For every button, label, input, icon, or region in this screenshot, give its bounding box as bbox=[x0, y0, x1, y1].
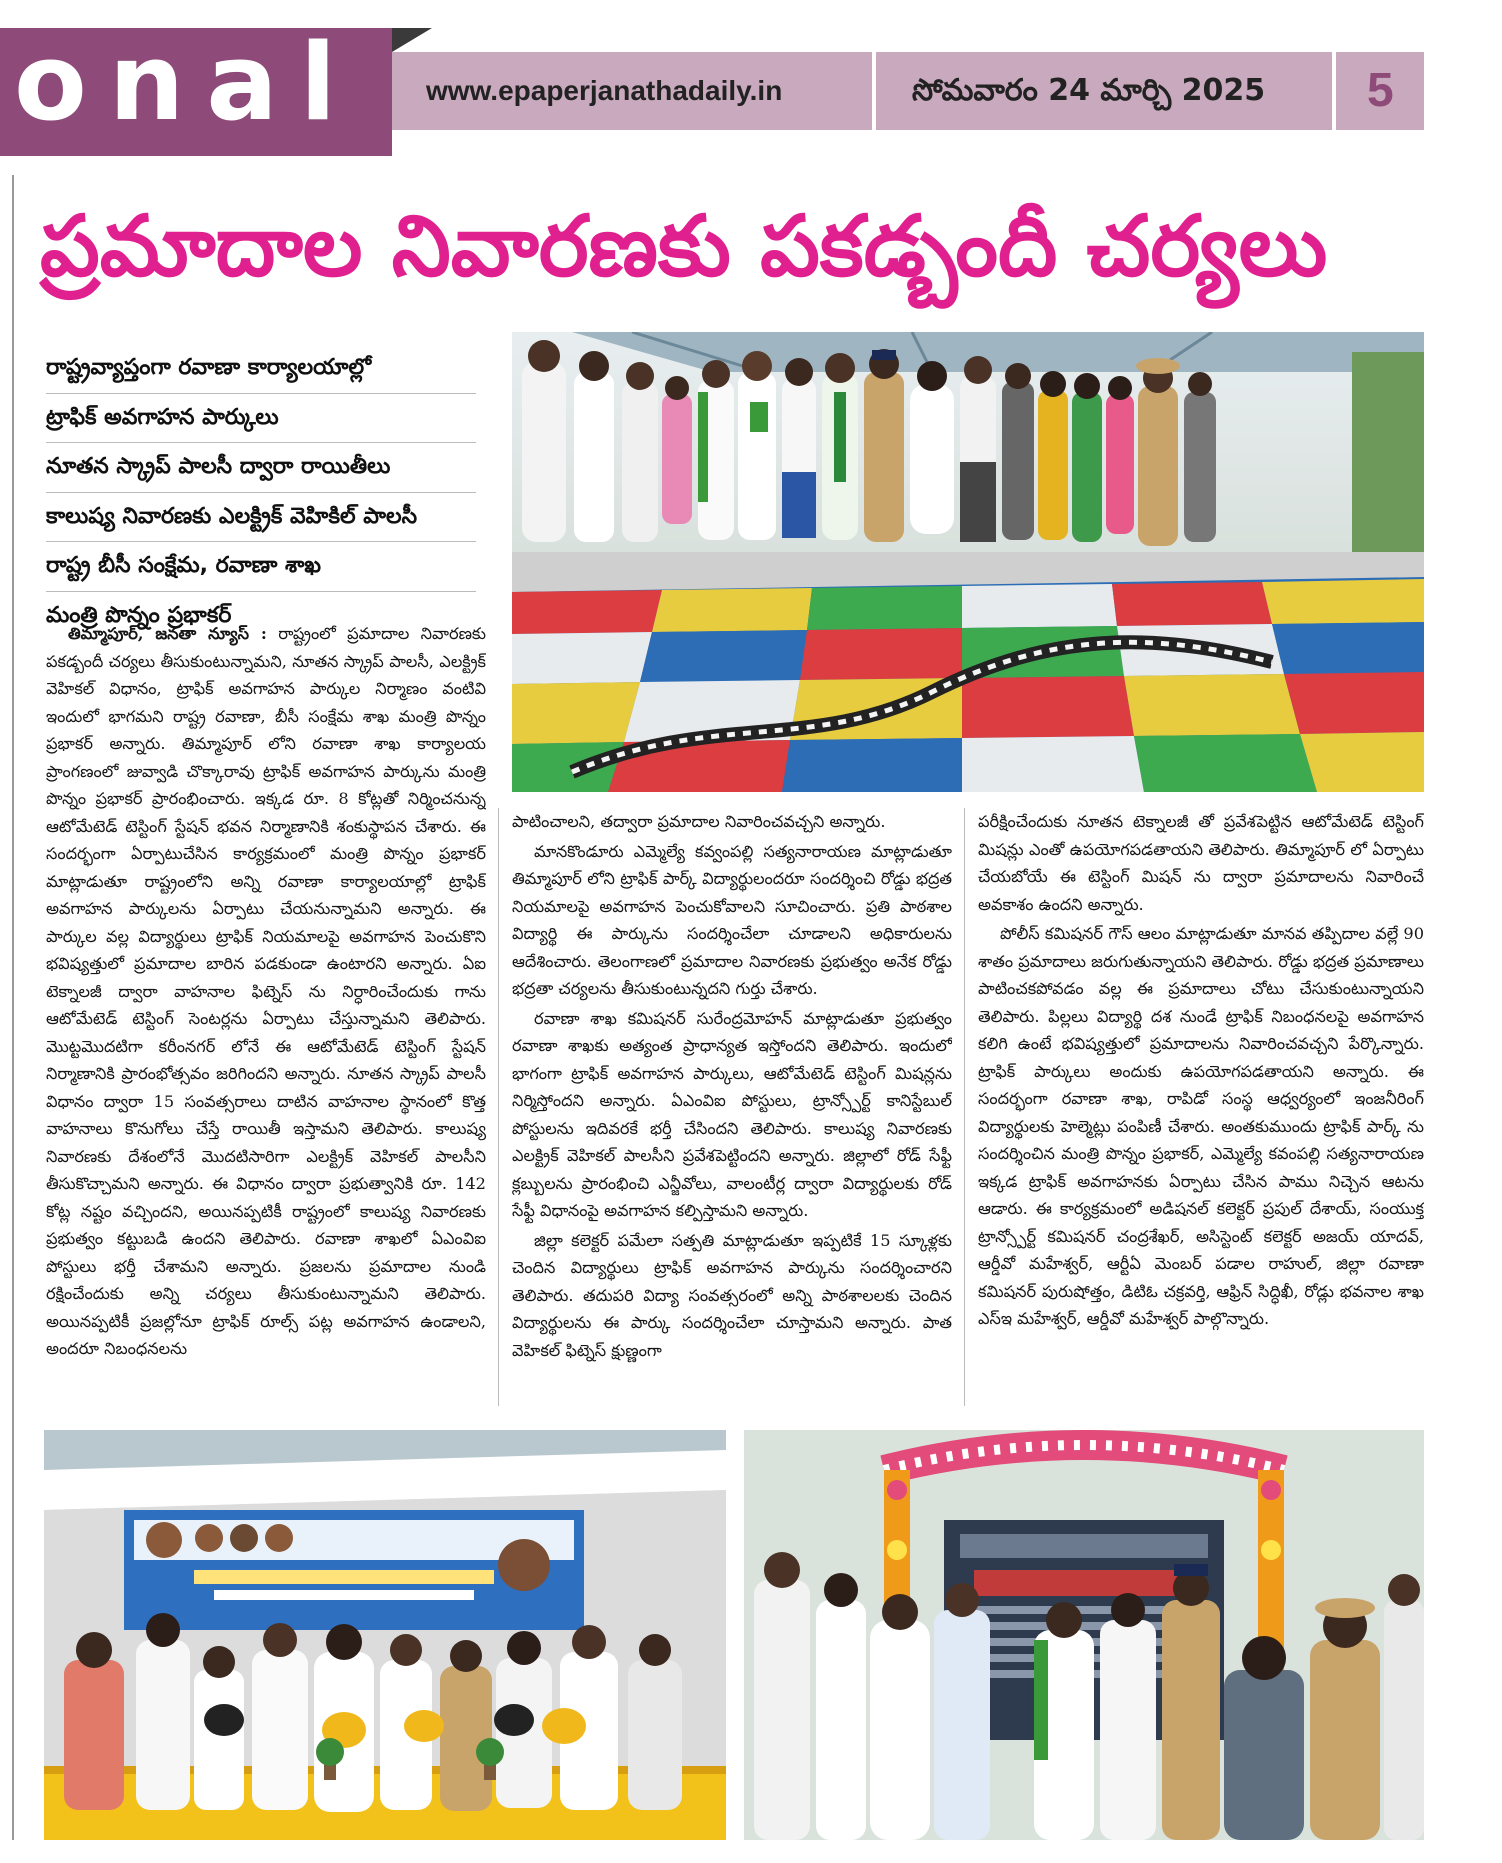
subheads-block bbox=[46, 344, 476, 641]
article-column-2 bbox=[512, 808, 952, 1406]
helmet-photo-illustration bbox=[44, 1430, 726, 1840]
subhead-line: నూతన స్క్రాప్ పాలసీ ద్వారా రాయితీలు bbox=[46, 443, 476, 493]
paragraph-text: రాష్ట్రంలో ప్రమాదాల నివారణకు పకడ్బందీ చర్యలు తీసుకుంటున్నామని, నూతన స్క్రాప్ పాలసీ, ఎలక్ట్రిక్ వెహికల్ విధానం, ట్రాఫిక్ అవగాహన పార్కుల నిర్మాణం వంటివి ఇందులో భాగమని రాష్ట్ర రవాణా, బీసీ సంక్షేమ శాఖ మంత్రి పొన్నం ప్రభాకర్ అన్నారు. తిమ్మాపూర్ లోని రవాణా శాఖ కార్యాలయ ప్రాంగణంలో జువ్వాడి చొక్కారావు ట్రాఫిక్ అవగాహన పార్కును మంత్రి పొన్నం ప్రభాకర్ ప్రారంభించారు. ఇక్కడ రూ. 8 కోట్లతో నిర్మించనున్న ఆటోమేటెడ్ టెస్టింగ్ స్టేషన్ భవన నిర్మాణానికి శంకుస్థాపన చేశారు. ఈ సందర్భంగా ఏర్పాటుచేసిన కార్యక్రమంలో మంత్రి పొన్నం ప్రభాకర్ మాట్లాడుతూ రాష్ట్రంలోని అన్ని రవాణా కార్యాలయాల్లో ట్రాఫిక్ అవగాహన పార్కులను ఏర్పాటు చేయనున్నామని అన్నారు. ఈ పార్కుల వల్ల విద్యార్థులు ట్రాఫిక్ నియమాలపై అవగాహన పెంచుకొని భవిష్యత్తులో ప్రమాదాల బారిన పడకుండా ఉంటారని అన్నారు. ఏఐ టెక్నాలజీ ద్వారా వాహనాల ఫిట్నెస్ ను నిర్ధారించేందుకు గాను ఆటోమేటెడ్ టెస్టింగ్ సెంటర్లను ఏర్పాటు చేస్తున్నామని తెలిపారు. మొట్టమొదటిగా కరీంనగర్ లోనే ఈ ఆటోమేటెడ్ టెస్టింగ్ స్టేషన్ నిర్మాణానికి ప్రారంభోత్సవం జరిగిందని అన్నారు. నూతన స్క్రాప్ పాలసీ విధానం ద్వారా 15 సంవత్సరాలు దాటిన వాహనాల స్థానంలో కొత్త వాహనాలు కొనుగోలు చేస్తే రాయితీ ఇస్తామని తెలిపారు. కాలుష్య నివారణకు దేశంలోనే మొదటిసారిగా ఎలక్ట్రిక్ వెహికల్ పాలసీని తీసుకొచ్చామని అన్నారు. ఈ విధానం ద్వారా ప్రభుత్వానికి రూ. 142 కోట్ల నష్టం వచ్చిందని, అయినప్పటికీ రాష్ట్రంలో కాలుష్య నివారణకు ప్రభుత్వం కట్టుబడి ఉందని తెలిపారు. రవాణా శాఖలో ఏఎంవిఐ పోస్టులు భర్తీ చేశామని అన్నారు. ప్రజలను ప్రమాదాల నుండి రక్షించేందుకు అన్ని చర్యలు తీసుకుంటున్నామని తెలిపారు. అయినప్పటికీ ప్రజల్లోనూ ట్రాఫిక్ రూల్స్ పట్ల అవగాహన ఉండాలని, అందరూ నిబంధనలను bbox=[46, 624, 486, 1358]
subhead-line: రాష్ట్రవ్యాప్తంగా రవాణా కార్యాలయాల్లో bbox=[46, 344, 476, 394]
article-column-1 bbox=[46, 620, 486, 1405]
issue-date: సోమవారం 24 మార్చి 2025 bbox=[912, 73, 1266, 108]
page-edge-rule bbox=[12, 175, 14, 1840]
subhead-line: ట్రాఫిక్ అవగాహన పార్కులు bbox=[46, 394, 476, 444]
header-divider bbox=[872, 52, 876, 130]
article-paragraph bbox=[46, 620, 486, 1363]
subhead-line: కాలుష్య నివారణకు ఎలక్ట్రిక్ వెహికిల్ పాలసీ bbox=[46, 493, 476, 543]
article-headline: ప్రమాదాల నివారణకు పకడ్బందీ చర్యలు bbox=[40, 197, 1328, 295]
dateline: తిమ్మాపూర్, జనతా న్యూస్ : bbox=[68, 624, 267, 643]
article-paragraph: మానకొండూరు ఎమ్మెల్యే కవ్వంపల్లి సత్యనారాయణ మాట్లాడుతూ తిమ్మాపూర్ లోని ట్రాఫిక్ పార్క్ విద్యార్థులందరూ సందర్శించి రోడ్డు భద్రత నియమాలపై అవగాహన పెంచుకోవాలని సూచించారు. ప్రతి పాఠశాల విద్యార్థి ఈ పార్కును సందర్శించేలా చూడాలని అధికారులను ఆదేశించారు. తెలంగాణలో ప్రమాదాల నివారణకు ప్రభుత్వం అనేక రోడ్డు భద్రతా చర్యలను తీసుకుంటున్నదని గుర్తు చేశారు. bbox=[512, 841, 952, 998]
header-divider bbox=[1332, 52, 1336, 130]
article-column-3 bbox=[978, 808, 1424, 1406]
article-paragraph: పోలీస్ కమిషనర్ గౌస్ ఆలం మాట్లాడుతూ మానవ తప్పిదాల వల్లే 90 శాతం ప్రమాదాలు జరుగుతున్నాయని తెలిపారు. రోడ్డు భద్రత ప్రమాణాలు పాటించకపోవడం వల్ల ఈ ప్రమాదాలు చోటు చేసుకుంటున్నాయని తెలిపారు. పిల్లలు విద్యార్థి దశ నుండే ట్రాఫిక్ నిబంధనలపై అవగాహన కలిగి ఉంటే భవిష్యత్తులో ప్రమాదాలను నివారించవచ్చని పేర్కొన్నారు. ట్రాఫిక్ పార్కులు అందుకు ఉపయోగపడతాయని అన్నారు. ఈ సందర్భంగా రవాణా శాఖ, రాపిడో సంస్థ ఆధ్వర్యంలో ఇంజనీరింగ్ విద్యార్థులకు హెల్మెట్లు పంపిణీ చేశారు. అంతకుముందు ట్రాఫిక్ పార్క్ ను సందర్శించిన మంత్రి పొన్నం ప్రభాకర్, ఎమ్మెల్యే కవంపల్లి సత్యనారాయణ ఇక్కడ ట్రాఫిక్ అవగాహనకు ఏర్పాటు చేసిన పాము నిచ్చెన ఆటను ఆడారు. ఈ కార్యక్రమంలో అడిషనల్ కలెక్టర్ ప్రపుల్ దేశాయ్, సంయుక్త ట్రాన్స్పోర్ట్ కమిషనర్ చంద్రశేఖర్, అసిస్టెంట్ కలెక్టర్ అజయ్ యాదవ్, ఆర్డీవో మహేశ్వర్, ఆర్టీఏ మెంబర్ పడాల రాహుల్, జిల్లా రవాణా కమిషనర్ పురుషోత్తం, డిటిఓ చక్రవర్తి, ఆఫ్రిన్ సిద్ధిఖీ, రోడ్లు భవనాల శాఖ ఎస్ఇ మహేశ్వర్, ఆర్డీవో మహేశ్వర్ పాల్గొన్నారు. bbox=[978, 924, 1424, 1328]
page-number: 5 bbox=[1367, 64, 1394, 117]
foundation-stone-photo bbox=[744, 1430, 1424, 1840]
main-photo-illustration bbox=[512, 332, 1424, 792]
subhead-line: మంత్రి పొన్నం ప్రభాకర్ bbox=[46, 602, 232, 628]
masthead-brand-text: onal bbox=[14, 21, 359, 144]
site-url-link[interactable]: www.epaperjanathadaily.in bbox=[426, 75, 783, 106]
masthead-corner-tab bbox=[392, 28, 432, 52]
helmet-distribution-photo bbox=[44, 1430, 726, 1840]
article-paragraph: పాటించాలని, తద్వారా ప్రమాదాల నివారించవచ్చని అన్నారు. bbox=[512, 812, 886, 831]
article-paragraph: పరీక్షించేందుకు నూతన టెక్నాలజీ తో ప్రవేశపెట్టిన ఆటోమేటెడ్ టెస్టింగ్ మిషన్లు ఎంతో ఉపయోగపడతాయని తెలిపారు. తిమ్మాపూర్ లో ఏర్పాటు చేయబోయే ఈ టెస్టింగ్ మిషన్ ను ద్వారా ప్రమాదాలను నివారించే అవకాశం ఉందని అన్నారు. bbox=[978, 812, 1424, 914]
main-event-photo bbox=[512, 332, 1424, 792]
foundation-photo-illustration bbox=[744, 1430, 1424, 1840]
column-divider bbox=[498, 808, 499, 1406]
column-divider bbox=[964, 808, 965, 1406]
masthead-info-strip bbox=[392, 52, 1424, 130]
article-paragraph: రవాణా శాఖ కమిషనర్ సురేంద్రమోహన్ మాట్లాడుతూ ప్రభుత్వం రవాణా శాఖకు అత్యంత ప్రాధాన్యత ఇస్తోందని తెలిపారు. ఇందులో భాగంగా ట్రాఫిక్ అవగాహన పార్కులు, ఆటోమేటెడ్ టెస్టింగ్ మిషన్లను నిర్మిస్తోందని అన్నారు. ఏఎంవిఐ పోస్టులు, ట్రాన్స్పోర్ట్ కానిస్టేబుల్ పోస్టులను ఇదివరకే భర్తీ చేసిందని తెలిపారు. కాలుష్య నివారణకు ఎలక్ట్రిక్ వెహికల్ పాలసీని ప్రవేశపెట్టిందని అన్నారు. జిల్లాలో రోడ్ సేఫ్టీ క్లబ్బులను ప్రారంభించి ఎన్జీవోలు, వాలంటీర్ల ద్వారా విద్యార్థులకు రోడ్ సేఫ్టీ విధానంపై అవగాహన కల్పిస్తామని అన్నారు. bbox=[512, 1008, 952, 1220]
article-paragraph: జిల్లా కలెక్టర్ పమేలా సత్పతి మాట్లాడుతూ ఇప్పటికే 15 స్కూళ్లకు చెందిన విద్యార్థులు ట్రాఫిక్ అవగాహన పార్కును సందర్శించారని తెలిపారు. తదుపరి విద్యా సంవత్సరంలో అన్ని పాఠశాలలకు చెందిన విద్యార్థులను ఈ పార్కు సందర్శించేలా చూస్తామని అన్నారు. పాత వెహికల్ ఫిట్నెస్ క్షుణ్ణంగా bbox=[512, 1230, 952, 1360]
subhead-line: రాష్ట్ర బీసీ సంక్షేమ, రవాణా శాఖ bbox=[46, 542, 476, 592]
